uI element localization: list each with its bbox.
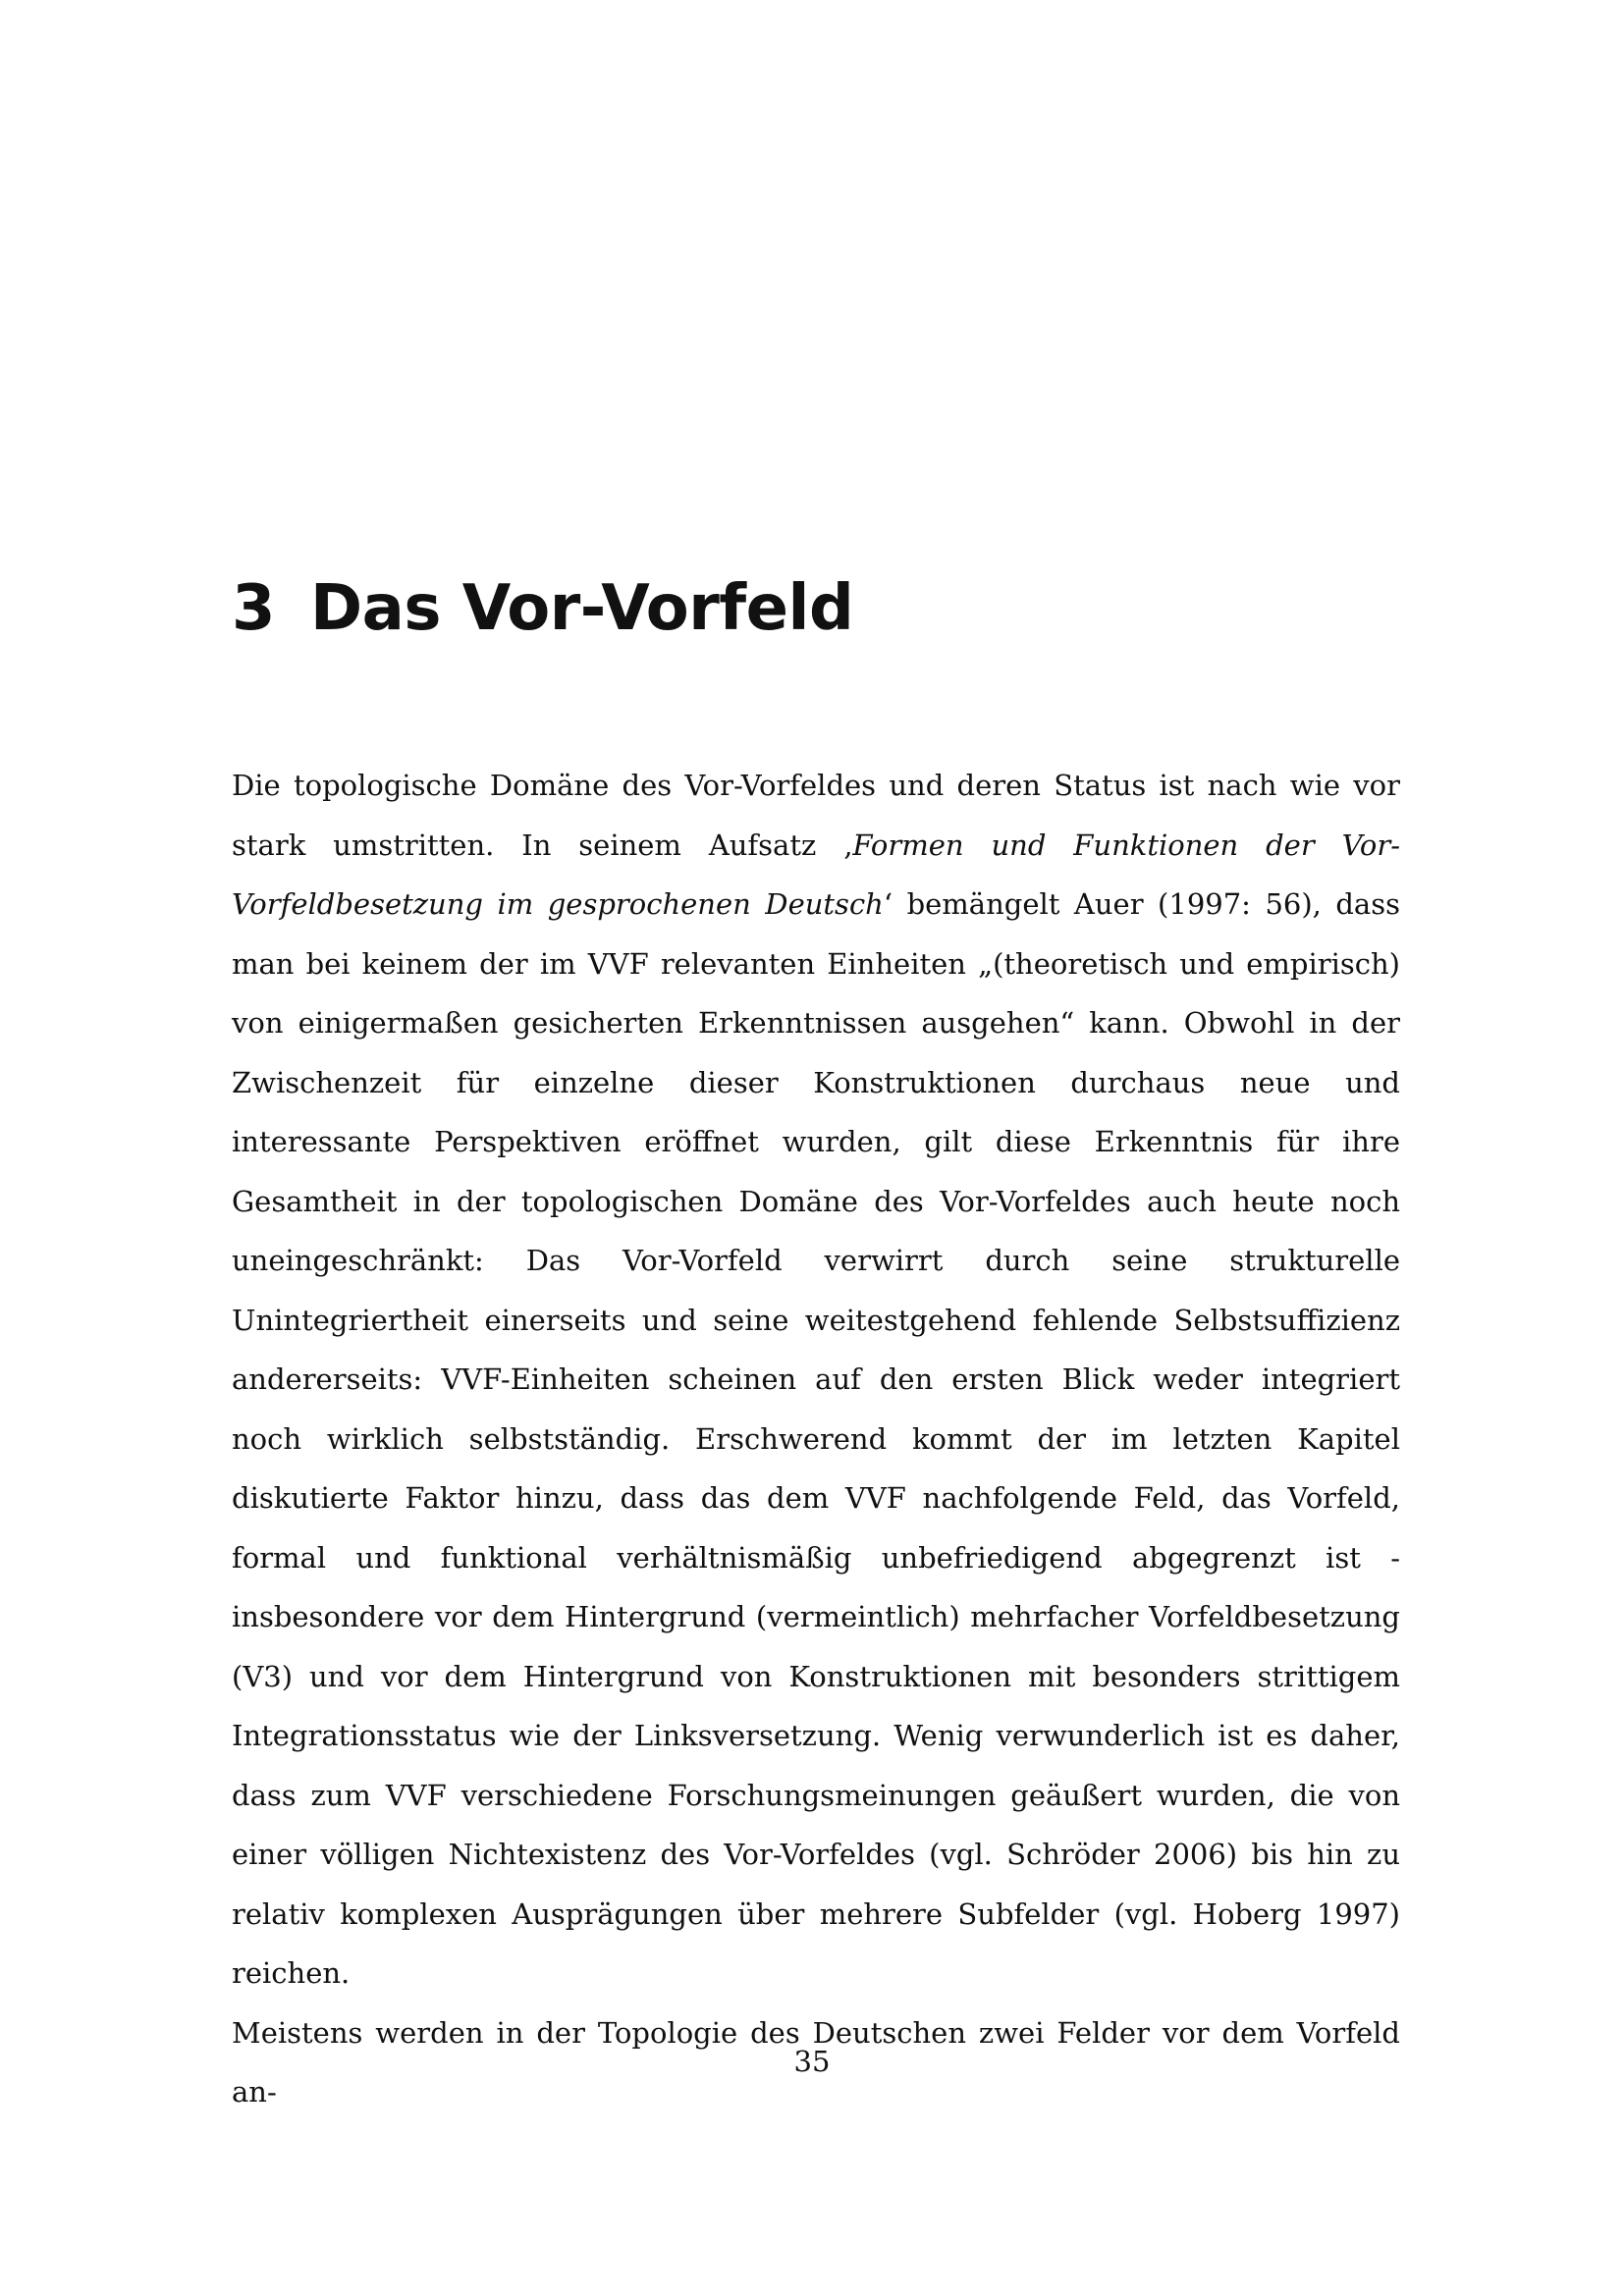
chapter-number: 3 — [232, 572, 276, 645]
chapter-heading — [232, 569, 853, 648]
chapter-title: Das Vor-Vorfeld — [310, 572, 854, 645]
paragraph-1 — [232, 756, 1400, 2003]
paragraph-1-text-rest: ‘ bemängelt Auer (1997: 56), dass man bei keinem der im VVF relevanten Einheiten „(theoretisch und empirisch) von einigermaßen gesicherten Erkenntnissen ausgehen“ kann. Obwohl in der Zwischenzeit für einzelne dieser Konstruktionen durchaus neue und interessante Perspektiven eröffnet wurden, gilt diese Erkenntnis für ihre Gesamtheit in der topologischen Domäne des Vor-Vorfeldes auch heute noch uneingeschränkt: Das Vor-Vorfeld verwirrt durch seine strukturelle Unintegriertheit einerseits und seine weitestgehend fehlende Selbstsuffizienz andererseits: VVF-Einheiten scheinen auf den ersten Blick weder integriert noch wirklich selbstständig. Erschwerend kommt der im letzten Kapitel diskutierte Faktor hinzu, dass das dem VVF nachfolgende Feld, das Vorfeld, formal und funktional verhältnismäßig unbefriedigend abgegrenzt ist - insbesondere vor dem Hintergrund (vermeintlich) mehrfacher Vorfeldbesetzung (V3) und vor dem Hintergrund von Konstruktionen mit besonders strittigem Integrationsstatus wie der Linksversetzung. Wenig verwunderlich ist es daher, dass zum VVF verschiedene Forschungsmeinungen geäußert wurden, die von einer völligen Nichtexistenz des Vor-Vorfeldes (vgl. Schröder 2006) bis hin zu relativ komplexen Ausprägungen über mehrere Subfelder (vgl. Hoberg 1997) reichen. — [232, 887, 1400, 1990]
paragraph-1-text-start: Die topologische Domäne des Vor-Vorfeldes und deren Status ist nach wie vor stark umstritten. In seinem Aufsatz ‚ — [232, 769, 1400, 862]
page-number: 35 — [793, 2045, 831, 2078]
paragraph-2: Meistens werden in der Topologie des Deutschen zwei Felder vor dem Vorfeld an- — [232, 2015, 1400, 2109]
body-text — [232, 756, 1400, 2122]
paper-title-italic: Formen und Funktionen der Vor-Vorfeldbesetzung im gesprochenen Deutsch — [232, 828, 1400, 921]
